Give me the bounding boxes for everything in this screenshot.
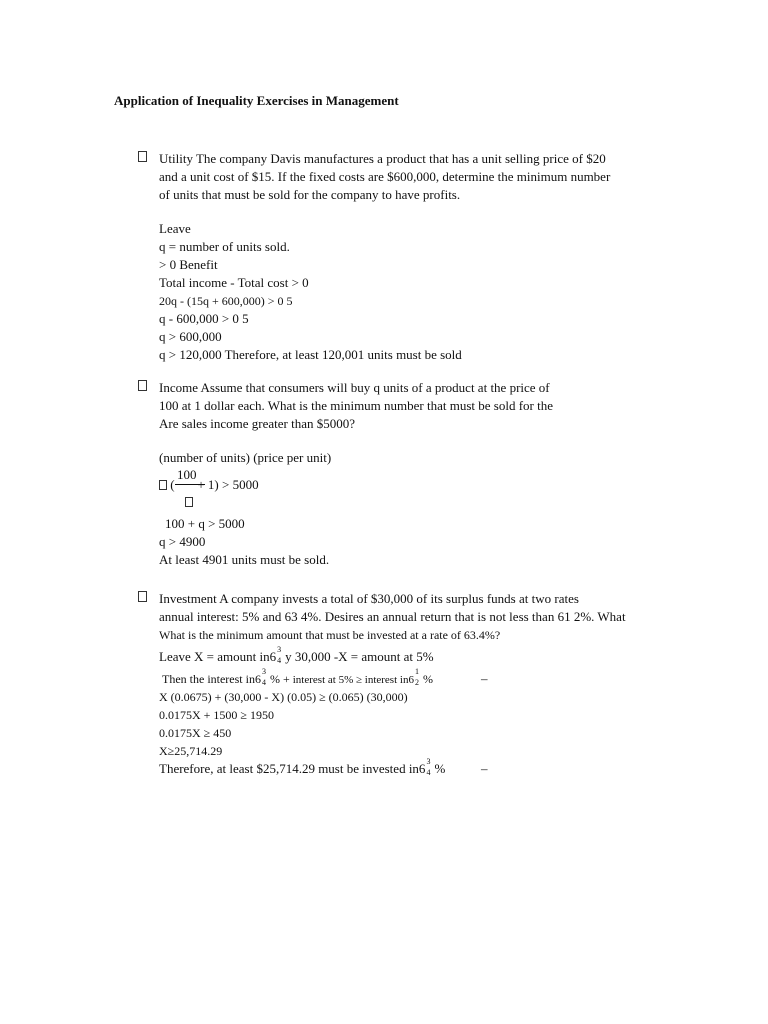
solution-line-leave: Leave X = amount in6 3 4 y 30,000 -X = amount at 5% — [159, 645, 434, 665]
problem-text-line: and a unit cost of $15. If the fixed costs are $600,000, determine the minimum number — [159, 169, 611, 184]
bullet-icon — [138, 591, 147, 602]
solution-line: At least 4901 units must be sold. — [159, 552, 330, 567]
solution-line: 0.0175X ≥ 450 — [159, 726, 232, 740]
solution-line-interest: Then the interest in6 3 4 % + interest at 5% ≥ interest in6 1 2 % – — [162, 667, 488, 687]
solution-line: > 0 Benefit — [159, 257, 218, 272]
problem-text-line: What is the minimum amount that must be invested at a rate of 63.4%? — [159, 628, 501, 642]
solution-line: q - 600,000 > 0 5 — [159, 311, 249, 326]
solution-line: q > 4900 — [159, 534, 206, 549]
solution-line: 100 + q > 5000 — [165, 516, 245, 531]
fraction-denominator-glyph-icon — [185, 497, 193, 507]
solution-line: q = number of units sold. — [159, 239, 290, 254]
placeholder-glyph-icon — [159, 480, 167, 490]
bullet-icon — [138, 380, 147, 391]
problem-text-line: Utility The company Davis manufactures a product that has a unit selling price of $20 — [159, 151, 606, 166]
solution-line: 0.0175X + 1500 ≥ 1950 — [159, 708, 275, 722]
solution-line: Total income - Total cost > 0 — [159, 275, 309, 290]
problem-text-line: Are sales income greater than $5000? — [159, 416, 356, 431]
solution-line: 20q - (15q + 600,000) > 0 5 — [159, 294, 293, 308]
problem-text-line: annual interest: 5% and 63 4%. Desires an annual return that is not less than 61 2%. What — [159, 609, 626, 624]
fraction-numerator: 100 — [177, 467, 197, 482]
bullet-icon — [138, 151, 147, 162]
solution-line: Leave — [159, 221, 191, 236]
solution-line-conclusion: Therefore, at least $25,714.29 must be invested in6 3 4 % – — [159, 757, 488, 777]
solution-line: q > 120,000 Therefore, at least 120,001 units must be sold — [159, 347, 462, 362]
problem-text-line: 100 at 1 dollar each. What is the minimum number that must be sold for the — [159, 398, 554, 413]
problem-text-line: Income Assume that consumers will buy q units of a product at the price of — [159, 380, 550, 395]
fraction-expression: 100 ( + 1) > 5000 — [159, 467, 659, 515]
solution-line: q > 600,000 — [159, 329, 222, 344]
problem-text-line: Investment A company invests a total of $30,000 of its surplus funds at two rates — [159, 591, 579, 606]
page-title: Application of Inequality Exercises in Management — [114, 93, 399, 108]
problem-text-line: of units that must be sold for the company to have profits. — [159, 187, 461, 202]
solution-line: X≥25,714.29 — [159, 744, 223, 758]
solution-line: X (0.0675) + (30,000 - X) (0.05) ≥ (0.065) (30,000) — [159, 690, 408, 704]
solution-line: (number of units) (price per unit) — [159, 450, 332, 465]
